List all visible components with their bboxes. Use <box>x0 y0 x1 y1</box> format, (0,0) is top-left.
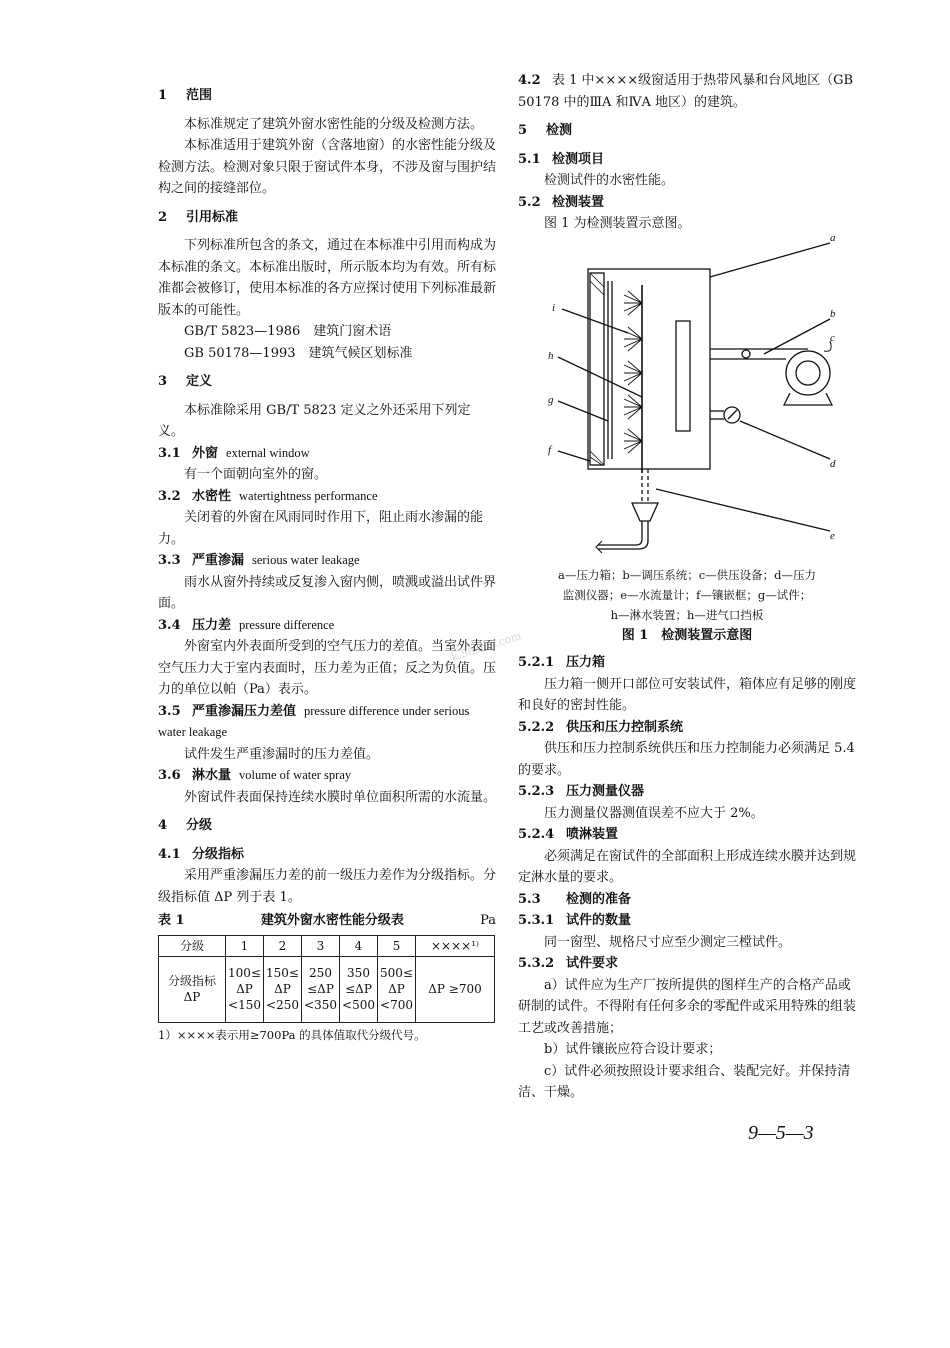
page-number: 9—5—3 <box>748 1122 814 1144</box>
label-b: b <box>830 307 836 320</box>
definition-heading: 3.2 水密性 watertightness performance <box>158 488 378 504</box>
label-c: c <box>830 331 835 344</box>
figure-legend: h—淋水装置；h—进气口挡板 <box>610 607 764 622</box>
subsection-heading: 5.1 检测项目 <box>518 151 605 167</box>
watermark: k.58sms.com <box>449 629 523 664</box>
inlet-baffle <box>676 321 690 431</box>
list-item: b）试件镶嵌应符合设计要求； <box>544 1042 722 1057</box>
section-1-heading: 1 范围 <box>158 88 213 103</box>
paragraph: 供压和压力控制系统供压和压力控制能力必须满足 5.4 的要求。 <box>518 741 855 778</box>
figure-caption: 图 1 检测装置示意图 <box>621 627 753 643</box>
subsection-heading: 5.2.3 压力测量仪器 <box>518 784 645 799</box>
subsection-heading: 4.1 分级指标 <box>158 846 245 862</box>
subsection-heading: 5.2 检测装置 <box>518 194 605 210</box>
paragraph: 本标准适用于建筑外窗（含落地窗）的水密性能分级及检测方法。检测对象只限于窗试件本身，不涉及窗与围护结构之间的接缝部位。 <box>158 138 497 196</box>
table-cell: 150≤ ΔP <250 <box>264 956 302 1022</box>
definition-heading: 3.4 压力差 pressure difference <box>158 617 335 633</box>
paragraph: 本标准除采用 GB/T 5823 定义之外还采用下列定义。 <box>158 402 471 439</box>
table-cell: 分级指标 ΔP <box>159 956 226 1022</box>
subsection-heading: 5.3 检测的准备 <box>518 891 632 907</box>
figure-legend: 监测仪器；e—水流量计；f—镶嵌框；g—试件； <box>562 587 812 602</box>
table-label: 表 1 <box>158 913 185 928</box>
definition-text: 外窗试件表面保持连续水膜时单位面积所需的水流量。 <box>184 789 497 805</box>
list-item: a）试件应为生产厂按所提供的图样生产的合格产品或研制的试件。不得附有任何多余的零配件或采用特殊的组装工艺或改善措施； <box>518 977 857 1036</box>
definition-heading: 3.3 严重渗漏 serious water leakage <box>158 553 360 568</box>
table-cell: 3 <box>302 935 340 956</box>
reference-item: GB 50178—1993 建筑气候区划标准 <box>184 345 413 361</box>
table-row <box>159 935 495 956</box>
mounting-frame <box>590 273 604 465</box>
paragraph: 下列标准所包含的条文，通过在本标准中引用而构成为本标准的条文。本标准出版时，所示版本均为有效。所有标准都会被修订，使用本标准的各方应探讨使用下列标准最新版本的可能性。 <box>158 238 497 318</box>
table-cell: 1 <box>226 935 264 956</box>
table-note: 1）××××表示用≥700Pa 的具体值取代分级代号。 <box>158 1027 426 1042</box>
table-cell: 2 <box>264 935 302 956</box>
table-cell: 5 <box>378 935 416 956</box>
figure-legend: a—压力箱；b—调压系统；c—供压设备；d—压力 <box>557 567 817 582</box>
definition-text: 关闭着的外窗在风雨同时作用下，阻止雨水渗漏的能力。 <box>158 510 484 547</box>
left-column <box>158 78 496 1046</box>
flow-meter <box>632 503 658 521</box>
grade-table <box>158 935 495 1023</box>
table-unit: Pa <box>480 913 496 928</box>
paragraph: 压力箱一侧开口部位可安装试件，箱体应有足够的刚度和良好的密封性能。 <box>518 676 857 713</box>
definition-text: 雨水从窗外持续或反复渗入窗内侧，喷溅或溢出试件界面。 <box>158 574 497 611</box>
section-5-heading: 5 检测 <box>518 123 573 138</box>
table-row <box>159 956 495 1022</box>
section-3-heading: 3 定义 <box>158 374 213 389</box>
paragraph: 采用严重渗漏压力差的前一级压力差作为分级指标。分级指标值 ΔP 列于表 1。 <box>158 868 497 905</box>
section-2-heading: 2 引用标准 <box>158 209 239 225</box>
table-cell: 350 ≤ΔP <500 <box>340 956 378 1022</box>
label-g: g <box>548 393 554 406</box>
reference-item: GB/T 5823—1986 建筑门窗术语 <box>184 324 392 339</box>
definition-text: 外窗室内外表面所受到的空气压力的差值。当室外表面空气压力大于室内表面时，压力差为正值；反之为负值。压力的单位以帕（Pa）表示。 <box>158 639 497 697</box>
apparatus-diagram <box>518 231 856 565</box>
table-cell: ΔP ≥700 <box>416 956 495 1022</box>
subsection-heading: 5.3.2 试件要求 <box>518 956 619 971</box>
table-cell: 500≤ ΔP <700 <box>378 956 416 1022</box>
pressure-box <box>588 269 710 469</box>
label-e: e <box>830 529 835 542</box>
label-i: i <box>552 301 556 314</box>
paragraph: 必须满足在窗试件的全部面积上形成连续水膜并达到规定淋水量的要求。 <box>518 848 857 885</box>
table-cell: 分级 <box>159 935 226 956</box>
definition-heading: 3.5 严重渗漏压力差值 pressure difference under serious water leakage <box>158 703 470 739</box>
list-item: c）试件必须按照设计要求组合、装配完好。并保持清洁、干燥。 <box>518 1063 851 1100</box>
definition-text: 有一个面朝向室外的窗。 <box>184 467 328 482</box>
test-apparatus-figure <box>518 231 856 565</box>
paragraph: 同一窗型、规格尺寸应至少测定三樘试件。 <box>544 934 792 950</box>
definition-heading: 3.1 外窗 external window <box>158 445 310 461</box>
subsection-heading: 5.3.1 试件的数量 <box>518 913 632 928</box>
paragraph: 压力测量仪器测值误差不应大于 2%。 <box>544 805 764 821</box>
subsection-heading: 5.2.2 供压和压力控制系统 <box>518 719 684 735</box>
label-a: a <box>830 231 836 244</box>
paragraph: 4.2 表 1 中××××级窗适用于热带风暴和台风地区（GB 50178 中的ⅢA 和ⅣA 地区）的建筑。 <box>518 73 854 110</box>
label-d: d <box>830 457 836 470</box>
table-title: 建筑外窗水密性能分级表 <box>260 913 404 928</box>
table-cell: ××××¹⁾ <box>416 935 495 956</box>
table-cell: 4 <box>340 935 378 956</box>
table-caption <box>158 910 496 932</box>
label-h: h <box>548 349 554 362</box>
subsection-heading: 5.2.4 喷淋装置 <box>518 827 619 842</box>
paragraph: 检测试件的水密性能。 <box>544 173 675 188</box>
label-f: f <box>548 443 552 456</box>
paragraph: 本标准规定了建筑外窗水密性能的分级及检测方法。 <box>184 116 484 132</box>
subsection-heading: 5.2.1 压力箱 <box>518 655 606 670</box>
definition-text: 试件发生严重渗漏时的压力差值。 <box>184 746 380 762</box>
section-4-heading: 4 分级 <box>158 818 213 833</box>
blower <box>786 351 830 395</box>
right-column <box>518 70 856 1104</box>
table-cell: 100≤ ΔP <150 <box>226 956 264 1022</box>
paragraph: 图 1 为检测装置示意图。 <box>544 216 691 231</box>
table-cell: 250 ≤ΔP <350 <box>302 956 340 1022</box>
definition-heading: 3.6 淋水量 volume of water spray <box>158 768 352 783</box>
